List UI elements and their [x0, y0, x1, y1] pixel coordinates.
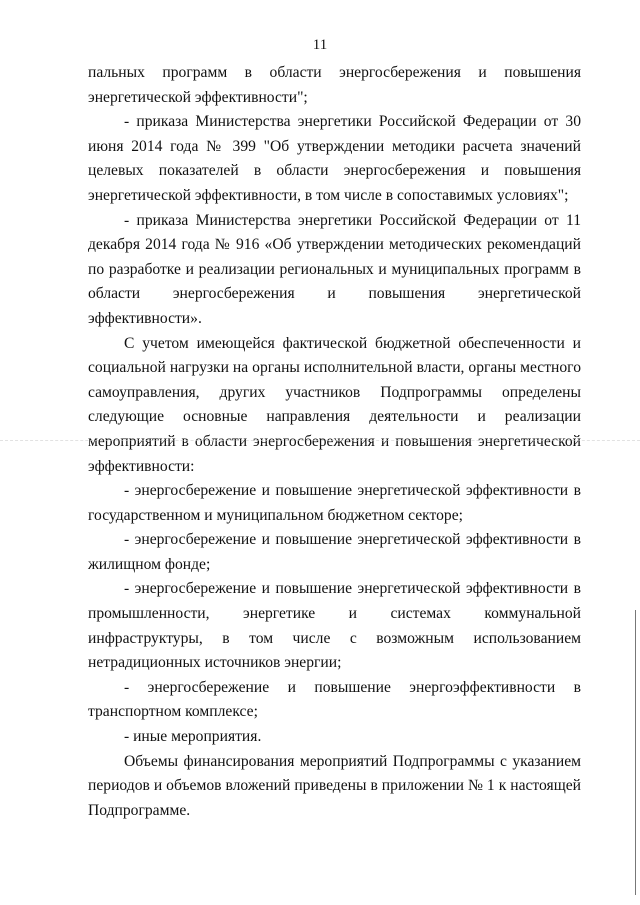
scan-artifact-line: [0, 440, 640, 442]
paragraph-main-directions: С учетом имеющейся фактической бюджетной обеспеченности и социальной нагрузки на органы исполнительной власти, органы местного самоуправления, других участников Подпрограммы определены следующие основные направления деятельности и реализации мероприятий в области энергосбережения и повышения энергетической эффективности:: [88, 334, 581, 475]
paragraph-financing: Объемы финансирования мероприятий Подпрограммы с указанием периодов и объемов вложений приведены в приложении № 1 к настоящей Подпрограмме.: [88, 752, 581, 819]
paragraph-order-399: - приказа Министерства энергетики Российской Федерации от 30 июня 2014 года № 399 "Об утверждении методики расчета значений целевых показателей в области энергосбережения и повышения энергетической эффективности, в том числе в сопоставимых условиях";: [88, 113, 581, 204]
page-number: 11: [312, 37, 328, 53]
list-item-housing: - энергосбережение и повышение энергетической эффективности в жилищном фонде;: [88, 531, 581, 573]
paragraph-continuation: пальных программ в области энергосбережения и повышения энергетической эффективности";: [88, 64, 581, 106]
scan-edge-line: [635, 610, 636, 895]
list-item-industry: - энергосбережение и повышение энергетической эффективности в промышленности, энергетике и системах коммунальной инфраструктуры, в том числе с возможным использованием нетрадиционных источников энергии;: [88, 580, 581, 672]
list-item-other: - иные мероприятия.: [124, 728, 262, 746]
paragraph-order-916: - приказа Министерства энергетики Российской Федерации от 11 декабря 2014 года № 916 «Об утверждении методических рекомендаций по разработке и реализации региональных и муниципальных программ в области энергосбережения и повышения энергетической эффективности».: [88, 211, 581, 327]
list-item-budget-sector: - энергосбережение и повышение энергетической эффективности в государственном и муниципальном бюджетном секторе;: [88, 482, 581, 524]
document-body: [88, 61, 581, 823]
list-item-transport: - энергосбережение и повышение энергоэффективности в транспортном комплексе;: [88, 678, 581, 721]
